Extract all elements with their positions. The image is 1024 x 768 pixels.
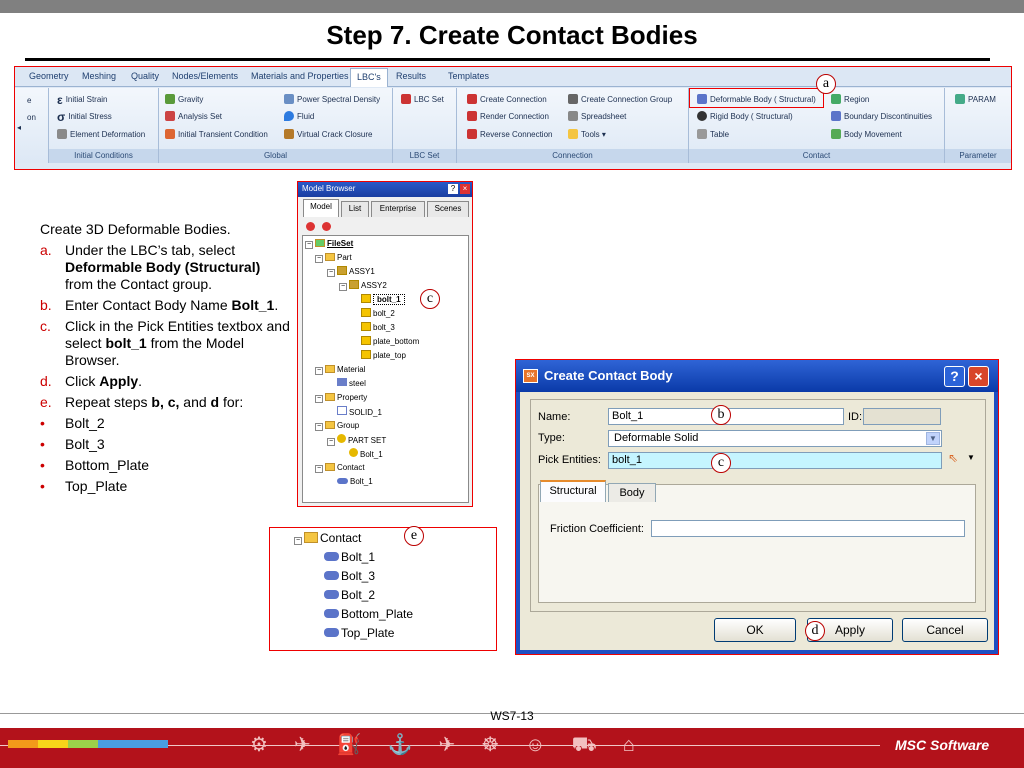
contact-root-label: Contact — [320, 531, 362, 545]
group-global — [159, 88, 393, 163]
instructions-intro: Create 3D Deformable Bodies. — [40, 221, 231, 237]
step-b-text-2: Bolt_1 — [231, 297, 275, 313]
assembly-icon — [349, 280, 359, 289]
vcc-button[interactable] — [284, 129, 372, 141]
initial-stress-button[interactable] — [57, 111, 112, 123]
id-label: ID: — [848, 411, 863, 423]
step-e-text-5: for: — [219, 394, 244, 410]
tree-node-part[interactable] — [315, 252, 352, 264]
step-c — [40, 318, 290, 369]
transport-icons: ⚙✈⛽⚓✈☸☺⛟⌂ — [250, 734, 661, 756]
group-initial-conditions — [49, 88, 159, 163]
contact-item-label: Top_Plate — [341, 626, 395, 640]
contact-item-bolt2[interactable] — [324, 587, 375, 603]
slide-title: Step 7. Create Contact Bodies — [326, 20, 698, 50]
deformable-body-label: Deformable Body ( Structural) — [710, 95, 816, 104]
body-movement-label: Body Movement — [844, 130, 902, 139]
boundary-discontinuities-button[interactable] — [831, 111, 932, 123]
callout-c-dialog: c — [711, 453, 731, 473]
dialog-titlebar — [516, 360, 998, 392]
vcc-label: Virtual Crack Closure — [297, 130, 373, 139]
ok-button[interactable]: OK — [714, 618, 796, 642]
apply-button[interactable]: Apply — [807, 618, 893, 642]
group-label-connection: Connection — [457, 149, 688, 163]
bar-blue — [98, 740, 168, 748]
param-button[interactable] — [955, 94, 996, 106]
step-c-text-1: Click in the Pick Entities textbox and select — [65, 318, 290, 351]
collapse-icon[interactable]: − — [316, 395, 322, 402]
step-marker-a: a. — [40, 242, 52, 258]
tab-templates[interactable]: Templates — [448, 71, 490, 81]
step-e-text-1: Repeat steps — [65, 394, 152, 410]
step-d-text-2: Apply — [99, 373, 139, 389]
gravity-label: Gravity — [178, 95, 204, 104]
contact-body-icon — [324, 609, 339, 618]
tree-label: Material — [337, 365, 366, 374]
tree-label: ASSY1 — [349, 267, 375, 276]
collapse-icon[interactable]: − — [316, 367, 322, 374]
body-movement-button[interactable] — [831, 129, 902, 141]
spreadsheet-icon — [568, 111, 578, 121]
step-d-text-3: . — [138, 373, 143, 389]
gravity-icon — [165, 94, 175, 104]
contact-body-icon — [324, 628, 339, 637]
tree-node-group[interactable] — [315, 420, 359, 432]
tree-node-part-set[interactable] — [327, 434, 386, 447]
bullet-text: Bottom_Plate — [65, 457, 150, 473]
tree-node-bolt2[interactable] — [361, 308, 395, 320]
tree-label: Part — [337, 253, 352, 262]
collapse-icon[interactable]: − — [328, 438, 334, 445]
create-connection-group-button[interactable] — [568, 94, 672, 106]
dialog-title: Create Contact Body — [544, 368, 673, 383]
cut-label-1: e — [27, 96, 32, 105]
name-field[interactable]: Bolt_1 — [608, 408, 844, 425]
tab-materials-properties[interactable]: Materials and Properties — [251, 71, 349, 81]
render-connection-icon — [467, 111, 477, 121]
tab-nodes-elements[interactable]: Nodes/Elements — [172, 71, 239, 81]
tree-label: steel — [349, 379, 366, 388]
folder-icon — [325, 253, 335, 261]
tree-label: Bolt_1 — [360, 450, 383, 459]
help-icon[interactable]: ? — [448, 184, 458, 194]
part-icon — [361, 322, 371, 331]
step-text-a — [65, 242, 290, 293]
step-e — [40, 394, 290, 411]
gravity-button[interactable] — [165, 94, 203, 106]
contact-body-icon — [337, 478, 348, 484]
folder-icon — [568, 129, 578, 139]
pick-entities-field[interactable]: bolt_1 — [608, 452, 942, 469]
step-text-c — [65, 318, 290, 369]
contact-tree-panel — [269, 527, 497, 651]
collapse-icon[interactable]: − — [306, 241, 312, 248]
group-parameter — [945, 88, 1011, 163]
contact-item-label: Bolt_1 — [341, 550, 376, 564]
callout-d: d — [805, 621, 825, 641]
bullet-marker: • — [40, 478, 45, 494]
contact-item-top-plate[interactable] — [324, 625, 394, 641]
step-text-d — [65, 373, 142, 390]
connection-group-icon — [568, 94, 578, 104]
step-e-text-4: d — [210, 394, 220, 410]
tree-node-contact[interactable] — [315, 462, 365, 474]
collapse-icon[interactable]: − — [295, 537, 301, 544]
model-tree — [302, 235, 469, 503]
spreadsheet-button[interactable] — [568, 111, 626, 123]
epsilon-icon: ε — [57, 93, 63, 107]
step-text-e — [65, 394, 243, 411]
reverse-connection-button[interactable] — [467, 129, 552, 141]
tree-node-fileset[interactable] — [305, 238, 353, 250]
instructions — [40, 221, 290, 495]
contact-item-bolt1[interactable] — [324, 549, 375, 565]
friction-coefficient-label: Friction Coefficient: — [550, 523, 644, 535]
pick-entities-label: Pick Entities: — [538, 454, 601, 466]
expand-all-icon[interactable] — [306, 222, 315, 231]
assembly-icon — [337, 266, 347, 275]
step-b-text-1: Enter Contact Body Name — [65, 297, 232, 313]
tree-label: PART SET — [348, 436, 387, 445]
group-label-lbc-set: LBC Set — [393, 149, 456, 163]
model-browser-title: Model Browser — [302, 184, 356, 193]
model-browser-tabs — [301, 199, 471, 217]
group-label-parameter: Parameter — [945, 149, 1011, 163]
part-icon — [361, 336, 371, 345]
group-cut-left — [15, 88, 49, 163]
tab-meshing[interactable]: Meshing — [82, 71, 117, 81]
step-c-text-2: bolt_1 — [105, 335, 147, 351]
step-a-text-3: from the Contact group. — [65, 276, 213, 292]
collapse-icon[interactable]: − — [316, 465, 322, 472]
step-b-text-3: . — [274, 297, 279, 313]
bullet-text: Top_Plate — [65, 478, 128, 494]
tree-label: FileSet — [327, 239, 354, 248]
folder-icon — [325, 421, 335, 429]
body-movement-icon — [831, 129, 841, 139]
tree-node-plate-bottom[interactable] — [361, 336, 419, 348]
tab-enterprise[interactable]: Enterprise — [371, 201, 425, 217]
step-marker-d: d. — [40, 373, 52, 389]
region-label: Region — [844, 95, 870, 104]
step-c-text-3: from the Model Browser. — [65, 335, 244, 368]
contact-body-icon — [324, 571, 339, 580]
contact-body-icon — [324, 552, 339, 561]
folder-icon — [325, 463, 335, 471]
boundary-icon — [831, 111, 841, 121]
tree-node-contact-bolt1[interactable] — [337, 476, 373, 488]
create-connection-icon — [467, 94, 477, 104]
table-label: Table — [710, 130, 730, 139]
tab-lbcs[interactable]: LBC's — [350, 68, 388, 87]
close-icon[interactable]: × — [460, 184, 470, 194]
dialog-body — [520, 392, 994, 650]
create-connection-group-label: Create Connection Group — [581, 95, 673, 104]
collapse-arrow-icon[interactable]: ◂ — [17, 123, 22, 132]
material-icon — [337, 378, 347, 386]
contact-root[interactable] — [294, 530, 361, 546]
psd-icon — [284, 94, 294, 104]
tree-label: Contact — [337, 463, 365, 472]
bullet-text: Bolt_2 — [65, 415, 105, 431]
group-lbc-set — [393, 88, 457, 163]
tree-node-property[interactable] — [315, 392, 367, 404]
ribbon — [14, 66, 1012, 170]
tab-scenes[interactable]: Scenes — [427, 201, 469, 217]
collapse-all-icon[interactable] — [322, 222, 331, 231]
step-a-text-2: Deformable Body (Structural) — [65, 259, 261, 275]
rigid-body-button[interactable] — [697, 111, 793, 123]
brand-logo: MSC Software — [895, 737, 990, 753]
collapse-icon[interactable]: − — [340, 283, 346, 290]
color-bars — [8, 740, 168, 748]
tree-node-material[interactable] — [315, 364, 365, 376]
contact-item-label: Bottom_Plate — [341, 607, 414, 621]
param-icon — [955, 94, 965, 104]
bullet-marker: • — [40, 415, 45, 431]
part-icon — [361, 350, 371, 359]
type-select-value: Deformable Solid — [614, 432, 699, 444]
tree-node-steel[interactable] — [337, 378, 366, 390]
lbc-set-label: LBC Set — [414, 95, 444, 104]
contact-body-icon — [324, 590, 339, 599]
folder-icon — [325, 393, 335, 401]
bullet-marker: • — [40, 436, 45, 452]
help-icon[interactable]: ? — [944, 366, 965, 387]
tree-label: bolt_3 — [373, 323, 395, 332]
cancel-button[interactable]: Cancel — [902, 618, 988, 642]
table-icon — [697, 129, 707, 139]
analysis-set-icon — [165, 111, 175, 121]
pick-options-icon[interactable]: ▼ — [967, 453, 975, 462]
group-label-initial-conditions: Initial Conditions — [49, 149, 158, 163]
step-marker-c: c. — [40, 318, 51, 334]
callout-b: b — [711, 405, 731, 425]
bar-orange — [8, 740, 38, 748]
chevron-down-icon: ▾ — [601, 130, 606, 139]
rigid-body-icon — [697, 111, 707, 121]
group-connection — [457, 88, 689, 163]
tree-node-plate-top[interactable] — [361, 350, 406, 362]
fluid-icon — [284, 111, 294, 121]
tab-results[interactable]: Results — [396, 71, 427, 81]
spreadsheet-label: Spreadsheet — [581, 112, 627, 121]
reverse-connection-label: Reverse Connection — [480, 130, 553, 139]
lbc-set-icon — [401, 94, 411, 104]
callout-e: e — [404, 526, 424, 546]
model-browser-titlebar — [298, 182, 472, 197]
tree-label: ASSY2 — [361, 281, 387, 290]
transient-icon — [165, 129, 175, 139]
initial-transient-label: Initial Transient Condition — [178, 130, 268, 139]
step-e-text-2: b, c, — [151, 394, 180, 410]
set-icon — [337, 434, 346, 443]
fluid-button[interactable] — [284, 111, 314, 123]
region-icon — [831, 94, 841, 104]
title-rule — [25, 58, 990, 61]
property-icon — [337, 406, 347, 415]
collapse-icon[interactable]: − — [328, 269, 334, 276]
tree-label: Group — [337, 421, 360, 430]
callout-c-browser: c — [420, 289, 440, 309]
table-button[interactable] — [697, 129, 729, 141]
psd-button[interactable] — [284, 94, 380, 106]
tree-label: bolt_1 — [373, 294, 405, 305]
step-a — [40, 242, 290, 293]
create-contact-body-dialog — [515, 359, 999, 655]
contact-item-bolt3[interactable] — [324, 568, 375, 584]
bar-green — [68, 740, 98, 748]
bullet-text: Bolt_3 — [65, 436, 105, 452]
folder-icon — [304, 532, 318, 543]
group-label-contact: Contact — [689, 149, 944, 163]
chevron-down-icon[interactable]: ▼ — [926, 432, 940, 445]
pick-cursor-icon[interactable]: ⇖ — [948, 451, 959, 465]
tools-button[interactable] — [568, 129, 606, 141]
tab-structural[interactable]: Structural — [540, 480, 606, 502]
collapse-icon[interactable]: − — [316, 255, 322, 262]
contact-item-label: Bolt_2 — [341, 588, 376, 602]
tree-label: Property — [337, 393, 368, 402]
vcc-icon — [284, 129, 294, 139]
sigma-icon: σ — [57, 110, 66, 124]
initial-strain-label: Initial Strain — [65, 95, 108, 104]
step-b — [40, 297, 290, 314]
id-field[interactable] — [863, 408, 941, 425]
element-deformation-button[interactable] — [57, 129, 145, 141]
step-a-text-1: Under the LBC’s tab, select — [65, 242, 236, 258]
bullet-marker: • — [40, 457, 45, 473]
tab-list[interactable]: List — [341, 201, 369, 217]
fluid-label: Fluid — [297, 112, 315, 121]
bar-yellow — [38, 740, 68, 748]
render-connection-label: Render Connection — [480, 112, 549, 121]
top-bar — [0, 0, 1024, 13]
collapse-icon[interactable]: − — [316, 423, 322, 430]
render-connection-button[interactable] — [467, 111, 549, 123]
initial-transient-button[interactable] — [165, 129, 268, 141]
type-select[interactable] — [608, 430, 942, 447]
initial-strain-button[interactable] — [57, 94, 108, 106]
tree-label: plate_bottom — [373, 337, 420, 346]
tree-label: Bolt_1 — [350, 477, 373, 486]
bullet-item — [40, 436, 290, 453]
friction-coefficient-field[interactable] — [651, 520, 965, 537]
tree-node-assy1[interactable] — [327, 266, 375, 278]
ribbon-tabs — [15, 67, 1011, 87]
tab-model[interactable]: Model — [303, 199, 339, 217]
reverse-connection-icon — [467, 129, 477, 139]
footer-code: WS7-13 — [490, 709, 534, 723]
step-d-text-1: Click — [65, 373, 100, 389]
tree-node-assy2[interactable] — [339, 280, 387, 292]
deform-icon — [57, 129, 67, 139]
tree-node-bolt1[interactable] — [361, 294, 405, 306]
close-icon[interactable]: × — [968, 366, 989, 387]
tab-quality[interactable]: Quality — [131, 71, 160, 81]
step-text-b — [65, 297, 278, 314]
name-label: Name: — [538, 411, 571, 423]
boundary-discontinuities-label: Boundary Discontinuities — [844, 112, 933, 121]
deformable-body-highlight — [689, 88, 824, 108]
tree-label: bolt_2 — [373, 309, 395, 318]
element-deformation-label: Element Deformation — [70, 130, 146, 139]
rigid-body-label: Rigid Body ( Structural) — [710, 112, 793, 121]
step-marker-e: e. — [40, 394, 52, 410]
part-icon — [361, 294, 371, 303]
create-connection-label: Create Connection — [480, 95, 547, 104]
group-label-global: Global — [159, 149, 392, 163]
callout-a: a — [816, 74, 836, 94]
model-browser-panel — [297, 181, 473, 507]
bullet-item — [40, 415, 290, 432]
psd-label: Power Spectral Density — [297, 95, 381, 104]
tree-node-solid1[interactable] — [337, 406, 382, 419]
param-label: PARAM — [968, 95, 996, 104]
cut-label-2: on — [27, 113, 36, 122]
lbc-set-button[interactable] — [401, 94, 444, 106]
app-icon: SX — [523, 369, 538, 383]
type-label: Type: — [538, 432, 565, 444]
tree-label: plate_top — [373, 351, 406, 360]
set-icon — [349, 448, 358, 457]
fileset-icon — [315, 239, 325, 247]
create-connection-button[interactable] — [467, 94, 547, 106]
step-marker-b: b. — [40, 297, 52, 313]
tab-body[interactable]: Body — [608, 483, 656, 502]
tree-node-group-bolt1[interactable] — [349, 448, 383, 461]
step-e-text-3: and — [179, 394, 211, 410]
region-button[interactable] — [831, 94, 869, 106]
step-d — [40, 373, 290, 390]
tree-node-bolt3[interactable] — [361, 322, 395, 334]
bullet-item — [40, 457, 290, 474]
tools-label: Tools — [581, 130, 600, 139]
analysis-set-label: Analysis Set — [178, 112, 223, 121]
initial-stress-label: Initial Stress — [68, 112, 112, 121]
analysis-set-button[interactable] — [165, 111, 222, 123]
bullet-item — [40, 478, 290, 495]
part-icon — [361, 308, 371, 317]
tree-label: SOLID_1 — [349, 408, 382, 417]
contact-item-bottom-plate[interactable] — [324, 606, 413, 622]
contact-item-label: Bolt_3 — [341, 569, 376, 583]
folder-icon — [325, 365, 335, 373]
tab-geometry[interactable]: Geometry — [29, 71, 69, 81]
